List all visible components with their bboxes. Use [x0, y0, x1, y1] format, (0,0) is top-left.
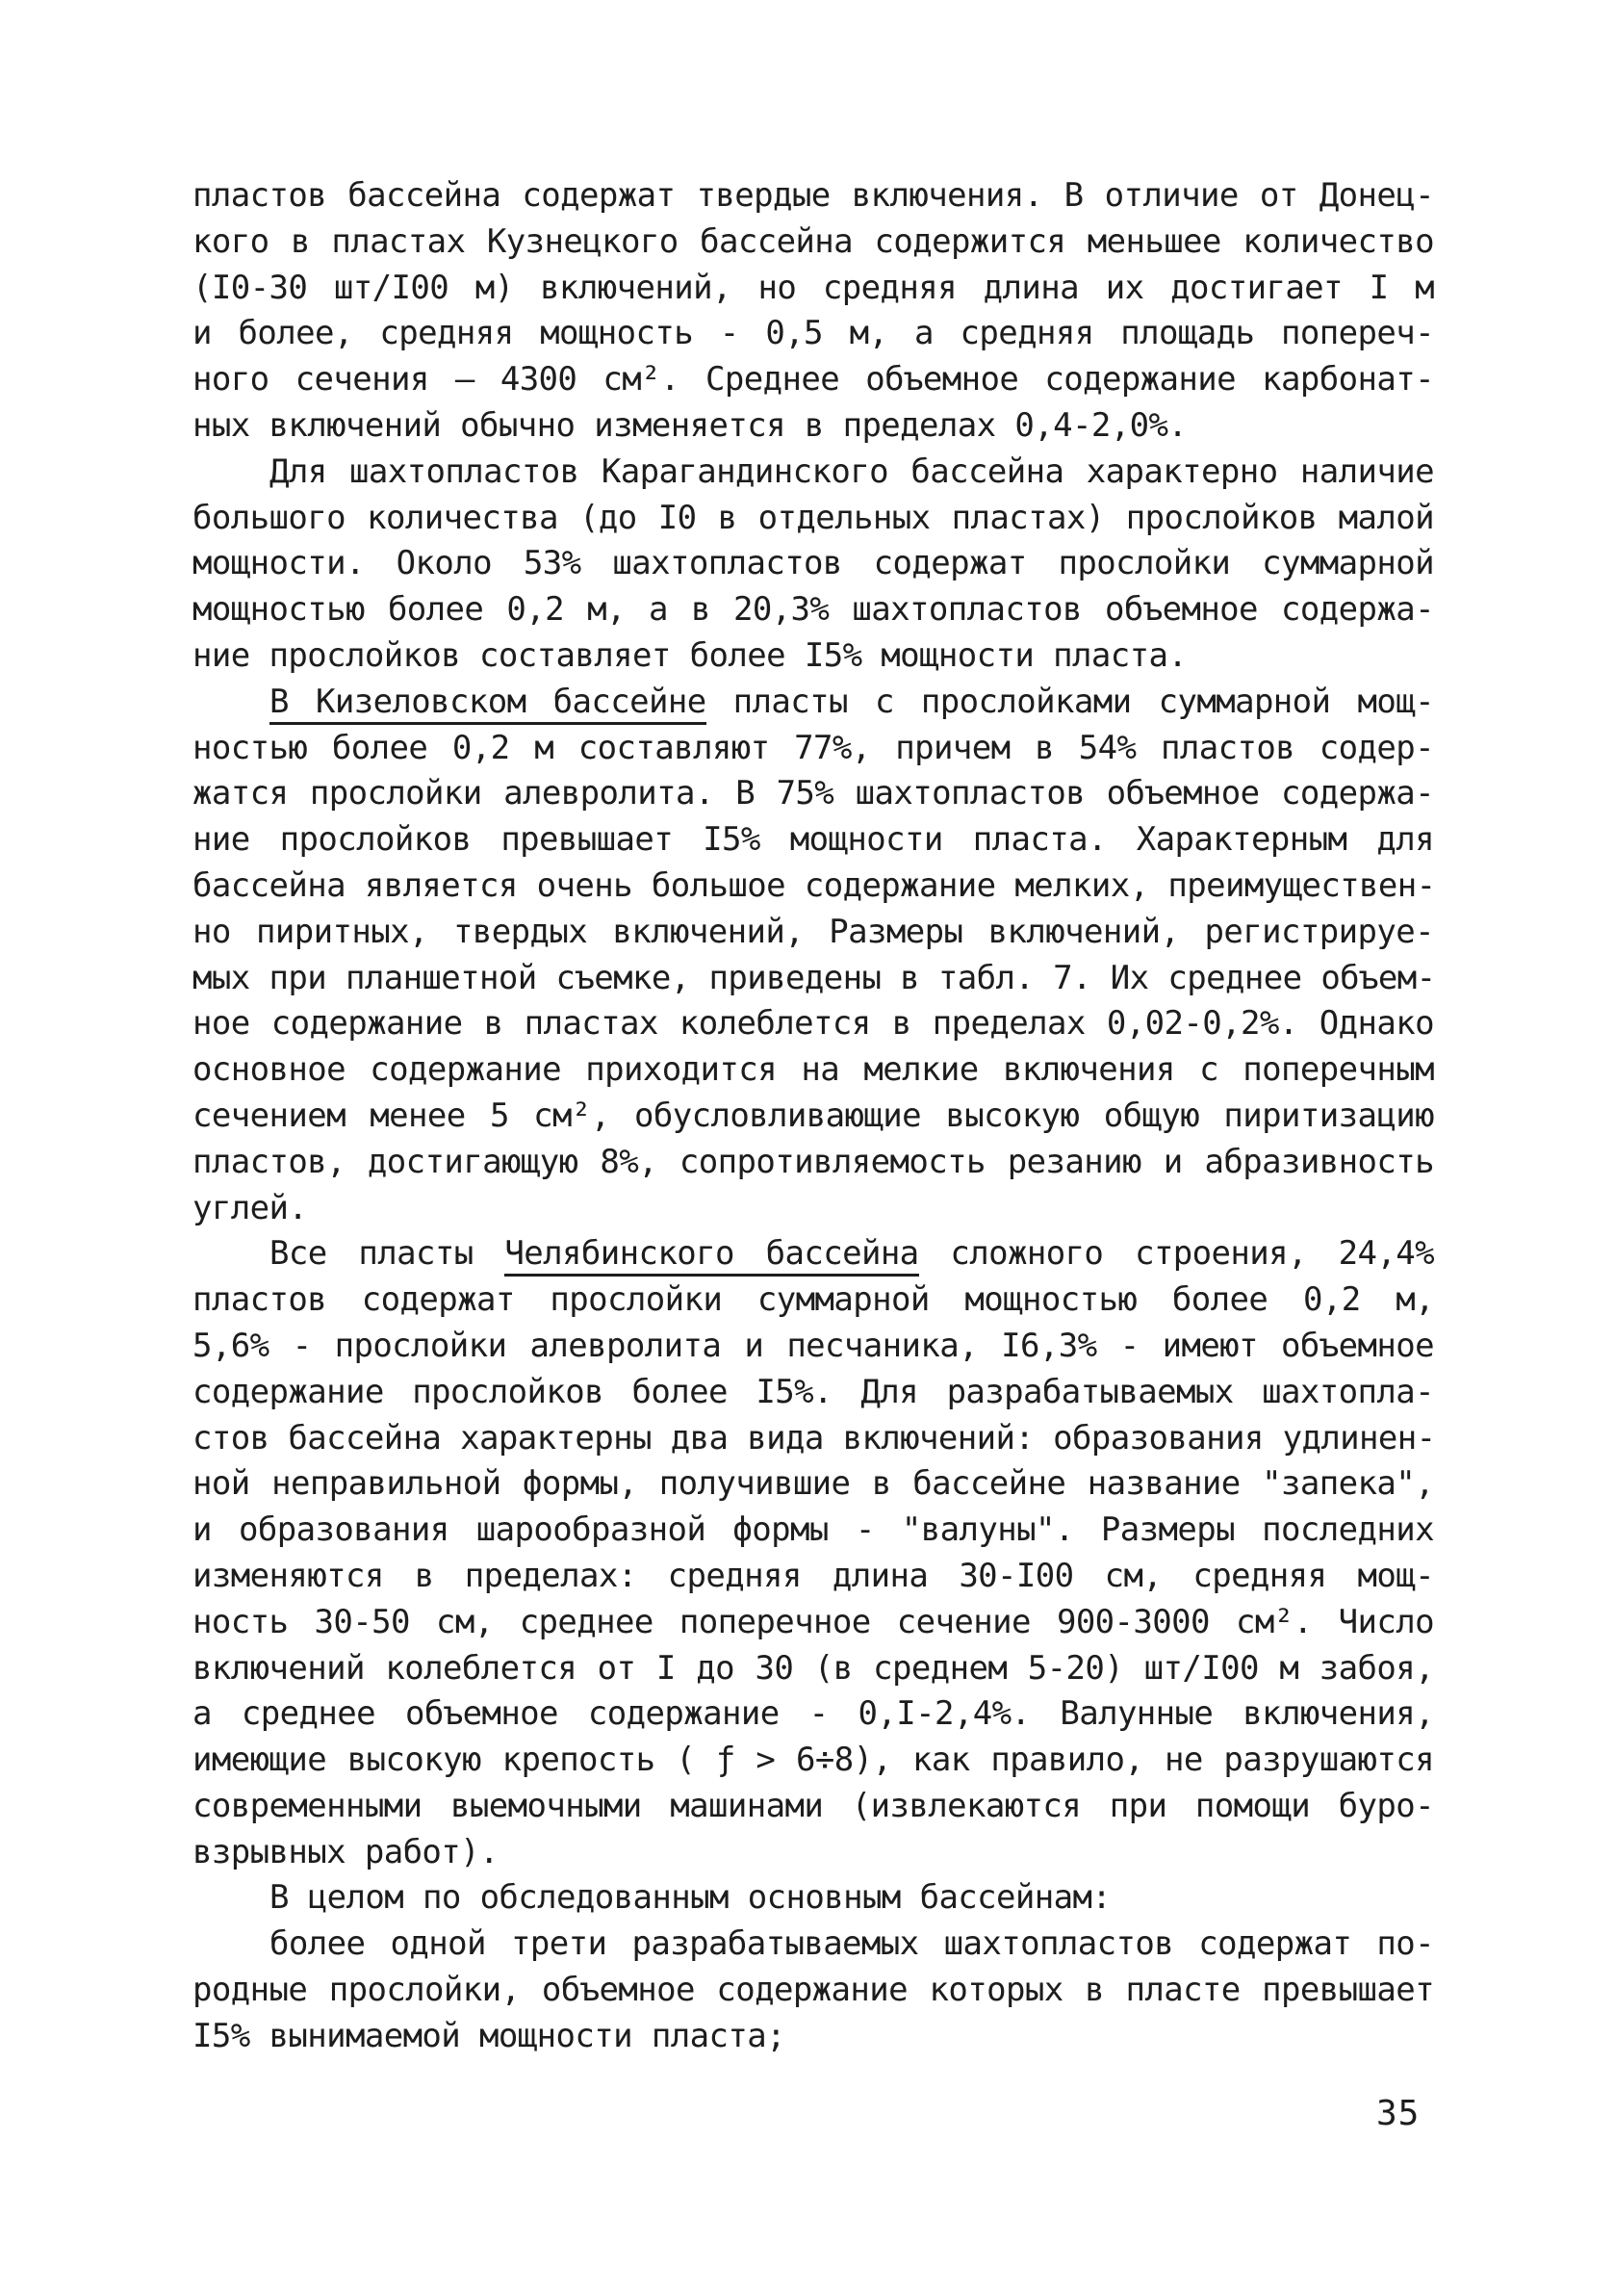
text-line: ние прослойков превышает I5% мощности пласта. Характерным для [192, 820, 1434, 860]
line-rest: пласты с прослойками суммарной мощ- [732, 682, 1434, 721]
text-line: родные прослойки, объемное содержание которых в пласте превышает [192, 1971, 1434, 2010]
text-line: взрывных работ). [192, 1832, 499, 1871]
text-line: мощности. Около 53% шахтопластов содержат прослойки суммарной [192, 544, 1434, 583]
text-line: современными выемочными машинами (извлекаются при помощи буро- [192, 1786, 1434, 1825]
paragraph-summary-intro [192, 1875, 1434, 1922]
text-line: сечением менее 5 см², обусловливающие высокую общую пиритизацию [192, 1096, 1434, 1135]
text-line: бассейна является очень большое содержание мелких, преимуществен- [192, 865, 1436, 905]
body-text [192, 173, 1434, 2060]
paragraph-chelyabinsk [192, 1231, 1434, 1875]
text-line: ных включений обычно изменяется в пределах 0,4-2,0%. [192, 405, 1188, 445]
text-line [192, 680, 1434, 726]
text-line: имеющие высокую крепость ( ƒ > 6÷8), как правило, не разрушаются [192, 1741, 1434, 1780]
paragraph-donetsk-kuznetsk [192, 173, 1434, 450]
text-line: ной неправильной формы, получившие в бассейне название "запека", [192, 1464, 1434, 1504]
underlined-basin-name: В Кизеловском бассейне [269, 683, 706, 725]
text-line: изменяются в пределах: средняя длина 30-I00 см, средняя мощ- [192, 1556, 1434, 1595]
text-line: ного сечения – 4300 см². Среднее объемное содержание карбонат- [192, 360, 1434, 400]
text-line: мощностью более 0,2 м, а в 20,3% шахтопластов объемное содержа- [192, 590, 1434, 630]
underlined-basin-name: Челябинского бассейна [504, 1234, 918, 1277]
text-line: углей. [192, 1188, 308, 1227]
text-line: ное содержание в пластах колеблется в пределах 0,02-0,2%. Однако [192, 1004, 1434, 1044]
text-line: большого количества (до I0 в отдельных пластах) прослойков малой [192, 498, 1434, 537]
text-line: жатся прослойки алевролита. В 75% шахтопластов объемное содержа- [192, 774, 1434, 813]
text-line: I5% вынимаемой мощности пласта; [192, 2016, 785, 2055]
text-line: а среднее объемное содержание - 0,I-2,4%. Валунные включения, [192, 1694, 1434, 1734]
text-line: и образования шарообразной формы - "валуны". Размеры последних [192, 1510, 1434, 1550]
line-start: Все пласты [269, 1234, 474, 1274]
text-line: пластов бассейна содержат твердые включения. В отличие от Донец- [192, 176, 1434, 215]
text-line [192, 1231, 1434, 1277]
text-line: содержание прослойков более I5%. Для разрабатываемых шахтопла- [192, 1372, 1434, 1411]
paragraph-kizel [192, 680, 1434, 1232]
text-line: мых при планшетной съемке, приведены в табл. 7. Их среднее объем- [192, 958, 1436, 997]
text-line: ность 30-50 см, среднее поперечное сечение 900-3000 см². Число [192, 1602, 1434, 1641]
text-line: ние прослойков составляет более I5% мощности пласта. [192, 635, 1188, 675]
text-line: В целом по обследованным основным бассейнам: [269, 1878, 1112, 1918]
text-line: пластов, достигающую 8%, сопротивляемость резанию и абразивность [192, 1142, 1434, 1181]
line-rest: сложного строения, 24,4% [950, 1234, 1435, 1274]
text-line: 5,6% - прослойки алевролита и песчаника, I6,3% - имеют объемное [192, 1326, 1434, 1365]
text-line: ностью более 0,2 м составляют 77%, причем в 54% пластов содер- [192, 728, 1434, 767]
text-line: более одной трети разрабатываемых шахтопластов содержат по- [269, 1924, 1434, 1964]
page-number: 35 [1376, 2094, 1421, 2133]
text-line: кого в пластах Кузнецкого бассейна содержится меньшее количество [192, 221, 1434, 261]
text-line: основное содержание приходится на мелкие включения с поперечным [192, 1050, 1434, 1090]
text-line: Для шахтопластов Карагандинского бассейна характерно наличие [269, 451, 1434, 491]
text-line: (I0-30 шт/I00 м) включений, но средняя длина их достигает I м [192, 268, 1434, 307]
text-line: но пиритных, твердых включений, Размеры включений, регистрируе- [192, 912, 1434, 951]
text-line: включений колеблется от I до 30 (в среднем 5-20) шт/I00 м забоя, [192, 1648, 1434, 1688]
text-line: и более, средняя мощность - 0,5 м, а средняя площадь попереч- [192, 314, 1434, 353]
paragraph-karaganda [192, 450, 1434, 680]
paragraph-summary-item [192, 1922, 1434, 2059]
text-line: стов бассейна характерны два вида включений: образования удлинен- [192, 1418, 1436, 1458]
text-line: пластов содержат прослойки суммарной мощностью более 0,2 м, [192, 1280, 1434, 1320]
